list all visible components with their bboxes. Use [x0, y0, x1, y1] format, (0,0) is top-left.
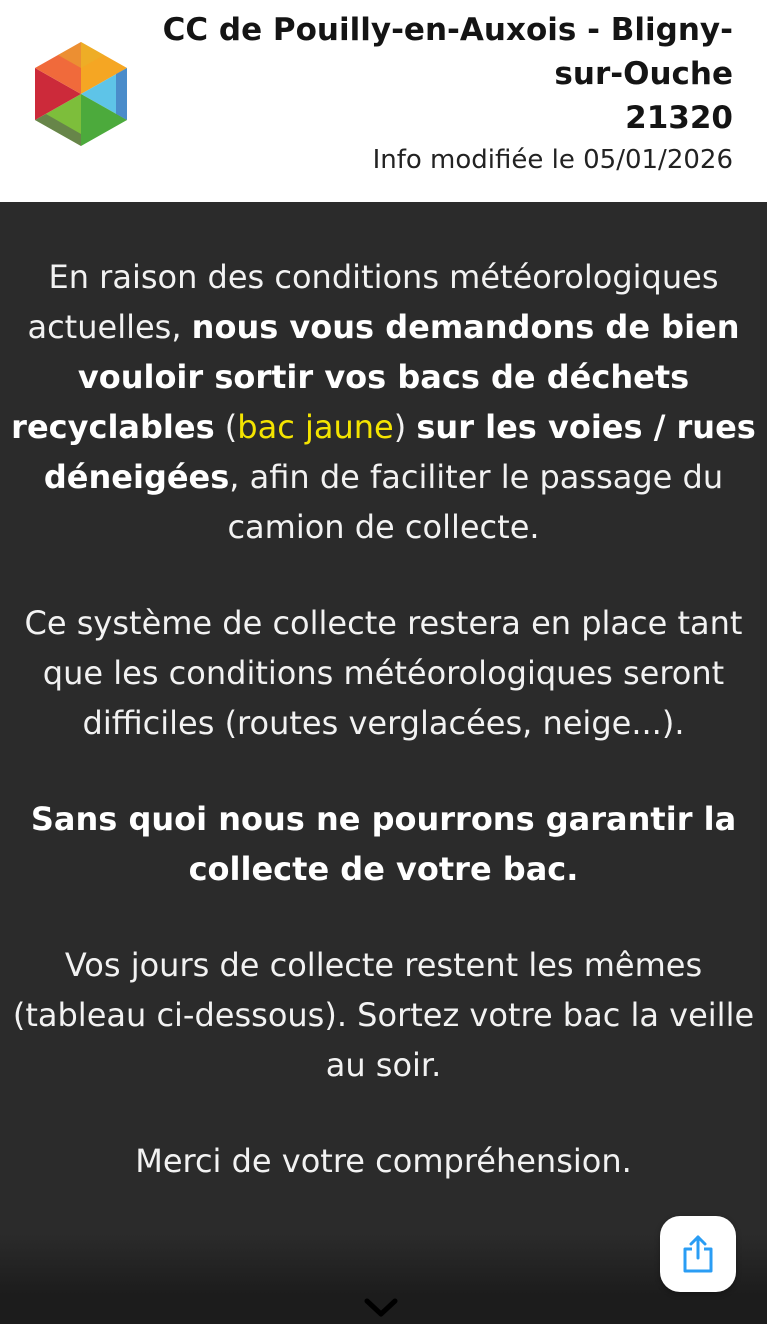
- header-text: [133, 8, 733, 180]
- postcode: 21320: [625, 100, 733, 136]
- paragraph-weather-notice: [0, 252, 767, 552]
- bold-warning: Sans quoi nous ne pourrons garantir la collecte de votre bac.: [30, 800, 737, 888]
- text-segment: ): [393, 408, 417, 446]
- share-icon: [680, 1234, 716, 1274]
- paragraph-thanks: Merci de votre compréhension.: [135, 1142, 632, 1180]
- chevron-down-icon[interactable]: [361, 1296, 401, 1320]
- organization-name: CC de Pouilly-en-Auxois - Bligny-sur-Ouche: [162, 12, 733, 92]
- colorful-hexagon-logo: [26, 38, 136, 148]
- paragraph-system-duration: Ce système de collecte restera en place tant que les conditions météorologiques seront difficiles (routes verglacées, neige...).: [24, 604, 743, 742]
- bold-request: nous vous demandons de bien vouloir sortir vos bacs de déchets recyclables: [11, 308, 740, 446]
- header: [0, 0, 767, 202]
- paragraph-collection-days: Vos jours de collecte restent les mêmes (tableau ci-dessous). Sortez votre bac la veille au soir.: [12, 946, 755, 1084]
- text-segment: , afin de faciliter le passage du camion de collecte.: [227, 458, 724, 546]
- highlight-bac-jaune: bac jaune: [237, 408, 394, 446]
- share-button[interactable]: [660, 1216, 736, 1292]
- modified-date: Info modifiée le 05/01/2026: [372, 145, 733, 175]
- paragraph-warning: [0, 794, 767, 894]
- bold-streets: sur les voies / rues déneigées: [43, 408, 756, 496]
- text-segment: En raison des conditions météorologiques actuelles,: [27, 258, 719, 346]
- text-segment: (: [214, 408, 238, 446]
- message-content: [0, 252, 767, 1232]
